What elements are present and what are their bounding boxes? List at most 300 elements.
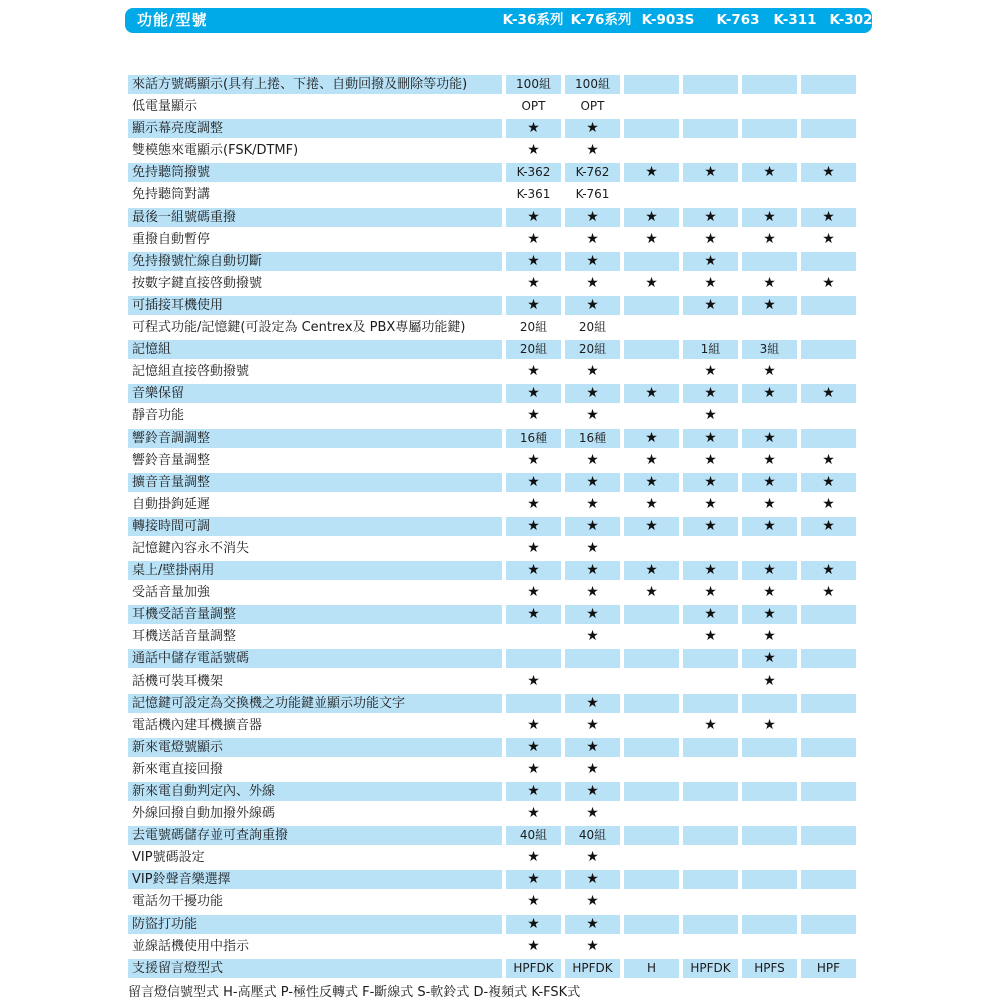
value-cell [801,649,856,668]
value-cell [683,694,738,713]
value-cell [801,627,856,646]
star-mark-cell: ★ [704,230,717,247]
feature-comparison-table [128,75,856,1000]
star-mark-cell: ★ [506,561,561,580]
value-cell [683,804,738,823]
star-mark-cell: ★ [763,672,776,689]
table-row [128,539,856,558]
table-row [128,583,856,602]
star-mark-cell: ★ [586,451,599,468]
star-mark-cell: ★ [763,230,776,247]
star-mark-cell: ★ [645,230,658,247]
star-mark-cell: ★ [683,517,738,536]
star-mark-cell: ★ [683,561,738,580]
value-cell [742,406,797,425]
star-mark-cell: ★ [742,561,797,580]
table-row [128,738,856,757]
star-mark-cell: ★ [624,208,679,227]
value-cell [565,649,620,668]
star-mark-cell: ★ [506,296,561,315]
star-mark-cell: ★ [506,738,561,757]
star-mark-cell: ★ [527,672,540,689]
star-mark-cell: ★ [742,649,797,668]
value-cell [624,340,679,359]
feature-label: 響鈴音量調整 [132,452,211,468]
star-mark-cell: ★ [763,363,776,380]
star-mark-cell: ★ [586,805,599,822]
value-cell: HPFDK [565,959,620,978]
value-cell: OPT [521,99,546,114]
star-mark-cell: ★ [683,252,738,271]
star-mark-cell: ★ [704,628,717,645]
value-cell [801,937,856,956]
star-mark-cell: ★ [586,495,599,512]
value-cell [624,937,679,956]
star-mark-cell: ★ [683,208,738,227]
value-cell: 3組 [742,340,797,359]
table-row [128,959,856,978]
star-mark-cell: ★ [527,760,540,777]
value-cell [624,627,679,646]
star-mark-cell: ★ [624,517,679,536]
star-mark-cell: ★ [624,473,679,492]
value-cell [683,826,738,845]
value-cell [801,75,856,94]
value-cell [624,318,679,337]
value-cell [624,119,679,138]
star-mark-cell: ★ [742,473,797,492]
star-mark-cell: ★ [565,119,620,138]
star-mark-cell: ★ [586,142,599,159]
value-cell: 40組 [565,826,620,845]
table-row [128,495,856,514]
table-row [128,340,856,359]
feature-label: 並線話機使用中指示 [132,938,250,954]
value-cell [624,870,679,889]
feature-label: 轉接時間可調 [128,517,502,536]
value-cell [801,605,856,624]
feature-label: 通話中儲存電話號碼 [128,649,502,668]
star-mark-cell: ★ [506,870,561,889]
star-mark-cell: ★ [742,384,797,403]
value-cell [506,649,561,668]
value-cell [801,804,856,823]
value-cell [624,892,679,911]
star-mark-cell: ★ [586,584,599,601]
feature-label: 外線回撥自動加撥外線碼 [132,806,276,822]
star-mark-cell: ★ [683,473,738,492]
table-row [128,760,856,779]
star-mark-cell: ★ [742,605,797,624]
page-title: 功能/型號 [137,11,208,29]
value-cell: HPFDK [683,959,738,978]
value-cell: HPF [801,959,856,978]
value-cell [801,539,856,558]
star-mark-cell: ★ [527,584,540,601]
feature-label: 低電量顯示 [132,99,198,115]
star-mark-cell: ★ [506,384,561,403]
star-mark-cell: ★ [742,163,797,182]
feature-label: 響鈴音調調整 [128,429,502,448]
table-row [128,318,856,337]
value-cell [683,141,738,160]
value-cell [683,119,738,138]
star-mark-cell: ★ [586,937,599,954]
value-cell [506,627,561,646]
value-cell: 16種 [506,429,561,448]
table-row [128,296,856,315]
star-mark-cell: ★ [565,738,620,757]
table-row [128,163,856,182]
star-mark-cell: ★ [586,760,599,777]
table-row [128,627,856,646]
value-cell [742,97,797,116]
table-row [128,384,856,403]
star-mark-cell: ★ [763,584,776,601]
star-mark-cell: ★ [565,296,620,315]
value-cell [624,649,679,668]
star-mark-cell: ★ [527,716,540,733]
feature-label: 按數字鍵直接啓動撥號 [132,275,263,291]
value-cell [742,185,797,204]
value-cell [624,672,679,691]
table-row [128,141,856,160]
value-cell [742,915,797,934]
value-cell [801,848,856,867]
value-cell [624,141,679,160]
feature-label: 來話方號碼顯示(具有上捲、下捲、自動回撥及刪除等功能) [128,75,502,94]
star-mark-cell: ★ [506,473,561,492]
star-mark-cell: ★ [527,937,540,954]
star-mark-cell: ★ [624,561,679,580]
value-cell: 16種 [565,429,620,448]
value-cell [624,760,679,779]
star-mark-cell: ★ [565,782,620,801]
star-mark-cell: ★ [527,495,540,512]
value-cell [801,892,856,911]
value-cell [801,716,856,735]
feature-label: 顯示幕亮度調整 [128,119,502,138]
model-column-header: K-311 [773,12,817,28]
value-cell [624,738,679,757]
value-cell [683,75,738,94]
value-cell: 40組 [506,826,561,845]
value-cell [801,318,856,337]
table-row [128,406,856,425]
table-row [128,75,856,94]
value-cell [624,716,679,735]
value-cell [506,694,561,713]
value-cell [742,141,797,160]
feature-label: 話機可裝耳機架 [132,673,224,689]
table-row [128,716,856,735]
star-mark-cell: ★ [801,163,856,182]
star-mark-cell: ★ [565,208,620,227]
value-cell: H [624,959,679,978]
value-cell [683,649,738,668]
value-cell [683,782,738,801]
value-cell [624,539,679,558]
value-cell [742,539,797,558]
value-cell [742,848,797,867]
star-mark-cell: ★ [586,849,599,866]
table-row [128,870,856,889]
feature-label: 受話音量加強 [132,585,211,601]
legend-note: 留言燈信號型式 H-高壓式 P-極性反轉式 F-斷線式 S-軟鈴式 D-複頻式 K-FSK式 [128,984,581,1000]
star-mark-cell: ★ [565,870,620,889]
star-mark-cell: ★ [801,561,856,580]
value-cell [801,340,856,359]
star-mark-cell: ★ [763,274,776,291]
value-cell [801,429,856,448]
star-mark-cell: ★ [565,384,620,403]
value-cell [683,97,738,116]
table-row [128,274,856,293]
table-row [128,937,856,956]
feature-label: 記憶鍵內容永不消失 [132,540,250,556]
value-cell [801,694,856,713]
value-cell [801,738,856,757]
feature-label: 免持撥號忙線自動切斷 [128,252,502,271]
model-column-header: K-36系列 [502,12,564,28]
value-cell [801,97,856,116]
star-mark-cell: ★ [586,274,599,291]
value-cell [801,760,856,779]
table-row [128,451,856,470]
star-mark-cell: ★ [801,208,856,227]
star-mark-cell: ★ [822,451,835,468]
feature-label: 新來電直接回撥 [132,761,224,777]
table-row [128,782,856,801]
feature-label: 支援留言燈型式 [128,959,502,978]
feature-label: 靜音功能 [132,408,185,424]
value-cell [742,937,797,956]
feature-label: 新來電燈號顯示 [128,738,502,757]
value-cell [742,870,797,889]
star-mark-cell: ★ [742,517,797,536]
value-cell [624,362,679,381]
value-cell [624,252,679,271]
value-cell [742,738,797,757]
table-row [128,473,856,492]
table-row [128,672,856,691]
feature-label: 電話機內建耳機擴音器 [132,717,263,733]
table-row [128,252,856,271]
star-mark-cell: ★ [683,163,738,182]
feature-label: 記憶組 [128,340,502,359]
value-cell [683,892,738,911]
value-cell: 20組 [578,320,607,335]
model-column-header: K-302 [829,12,873,28]
star-mark-cell: ★ [742,208,797,227]
star-mark-cell: ★ [527,849,540,866]
star-mark-cell: ★ [822,274,835,291]
value-cell: 100組 [565,75,620,94]
feature-label: 免持聽筒撥號 [128,163,502,182]
table-row [128,561,856,580]
value-cell [801,406,856,425]
star-mark-cell: ★ [506,782,561,801]
star-mark-cell: ★ [506,517,561,536]
table-row [128,185,856,204]
star-mark-cell: ★ [683,429,738,448]
value-cell [801,782,856,801]
feature-label: 免持聽筒對講 [132,187,211,203]
table-row [128,119,856,138]
star-mark-cell: ★ [683,296,738,315]
value-cell [624,185,679,204]
value-cell: HPFDK [506,959,561,978]
star-mark-cell: ★ [763,716,776,733]
feature-label: 自動掛鉤延遲 [132,496,211,512]
value-cell: 20組 [519,320,548,335]
star-mark-cell: ★ [801,384,856,403]
value-cell [683,672,738,691]
value-cell [624,848,679,867]
star-mark-cell: ★ [565,915,620,934]
table-rows [128,75,856,978]
value-cell [683,738,738,757]
value-cell [624,605,679,624]
feature-label: 去電號碼儲存並可查詢重撥 [128,826,502,845]
star-mark-cell: ★ [586,716,599,733]
table-row [128,97,856,116]
star-mark-cell: ★ [586,363,599,380]
value-cell [683,848,738,867]
star-mark-cell: ★ [565,605,620,624]
table-row [128,848,856,867]
table-row [128,915,856,934]
value-cell [801,141,856,160]
value-cell [801,252,856,271]
feature-label: VIP號碼設定 [132,850,205,866]
star-mark-cell: ★ [822,495,835,512]
star-mark-cell: ★ [704,584,717,601]
value-cell [801,119,856,138]
header-bar [125,8,872,33]
star-mark-cell: ★ [683,384,738,403]
value-cell: 1組 [683,340,738,359]
feature-label: 擴音音量調整 [128,473,502,492]
value-cell [624,406,679,425]
value-cell [742,694,797,713]
feature-label: 電話勿干擾功能 [132,894,224,910]
value-cell [742,760,797,779]
value-cell [683,937,738,956]
value-cell [624,826,679,845]
value-cell [801,672,856,691]
table-row [128,208,856,227]
star-mark-cell: ★ [527,539,540,556]
star-mark-cell: ★ [527,274,540,291]
star-mark-cell: ★ [704,451,717,468]
feature-label: 耳機送話音量調整 [132,629,237,645]
value-cell [683,539,738,558]
model-column-header: K-763 [716,12,760,28]
table-row [128,892,856,911]
value-cell [742,782,797,801]
star-mark-cell: ★ [506,915,561,934]
value-cell: K-362 [506,163,561,182]
feature-label: 新來電自動判定內、外線 [128,782,502,801]
star-mark-cell: ★ [801,473,856,492]
star-mark-cell: ★ [704,495,717,512]
value-cell [742,119,797,138]
star-mark-cell: ★ [506,605,561,624]
value-cell [742,892,797,911]
star-mark-cell: ★ [586,407,599,424]
star-mark-cell: ★ [565,252,620,271]
feature-label: 記憶鍵可設定為交換機之功能鍵並顯示功能文字 [128,694,502,713]
star-mark-cell: ★ [645,451,658,468]
star-mark-cell: ★ [822,230,835,247]
model-column-header: K-76系列 [570,12,632,28]
star-mark-cell: ★ [624,429,679,448]
value-cell [742,75,797,94]
value-cell: 20組 [565,340,620,359]
star-mark-cell: ★ [565,473,620,492]
star-mark-cell: ★ [683,605,738,624]
value-cell [624,97,679,116]
table-row [128,605,856,624]
value-cell [742,318,797,337]
star-mark-cell: ★ [763,451,776,468]
value-cell [624,915,679,934]
star-mark-cell: ★ [527,363,540,380]
value-cell [683,915,738,934]
feature-label: 雙模態來電顯示(FSK/DTMF) [132,143,299,159]
star-mark-cell: ★ [565,561,620,580]
star-mark-cell: ★ [704,363,717,380]
table-row [128,517,856,536]
value-cell [683,318,738,337]
star-mark-cell: ★ [704,716,717,733]
value-cell: K-361 [516,187,551,202]
value-cell [565,672,620,691]
value-cell [683,760,738,779]
star-mark-cell: ★ [586,539,599,556]
star-mark-cell: ★ [527,407,540,424]
star-mark-cell: ★ [565,694,620,713]
star-mark-cell: ★ [704,274,717,291]
table-row [128,694,856,713]
star-mark-cell: ★ [586,893,599,910]
star-mark-cell: ★ [527,230,540,247]
table-row [128,649,856,668]
star-mark-cell: ★ [763,495,776,512]
table-row [128,826,856,845]
value-cell: 100組 [506,75,561,94]
value-cell: K-761 [575,187,610,202]
table-row [128,230,856,249]
star-mark-cell: ★ [822,584,835,601]
star-mark-cell: ★ [527,142,540,159]
star-mark-cell: ★ [801,517,856,536]
value-cell [801,185,856,204]
value-cell [683,870,738,889]
table-row [128,429,856,448]
feature-label: 可程式功能/記憶鍵(可設定為 Centrex及 PBX專屬功能鍵) [132,320,466,336]
star-mark-cell: ★ [506,208,561,227]
value-cell [742,252,797,271]
star-mark-cell: ★ [624,384,679,403]
value-cell: K-762 [565,163,620,182]
value-cell: 20組 [506,340,561,359]
star-mark-cell: ★ [586,628,599,645]
value-cell [624,782,679,801]
feature-label: 可插接耳機使用 [128,296,502,315]
star-mark-cell: ★ [645,274,658,291]
